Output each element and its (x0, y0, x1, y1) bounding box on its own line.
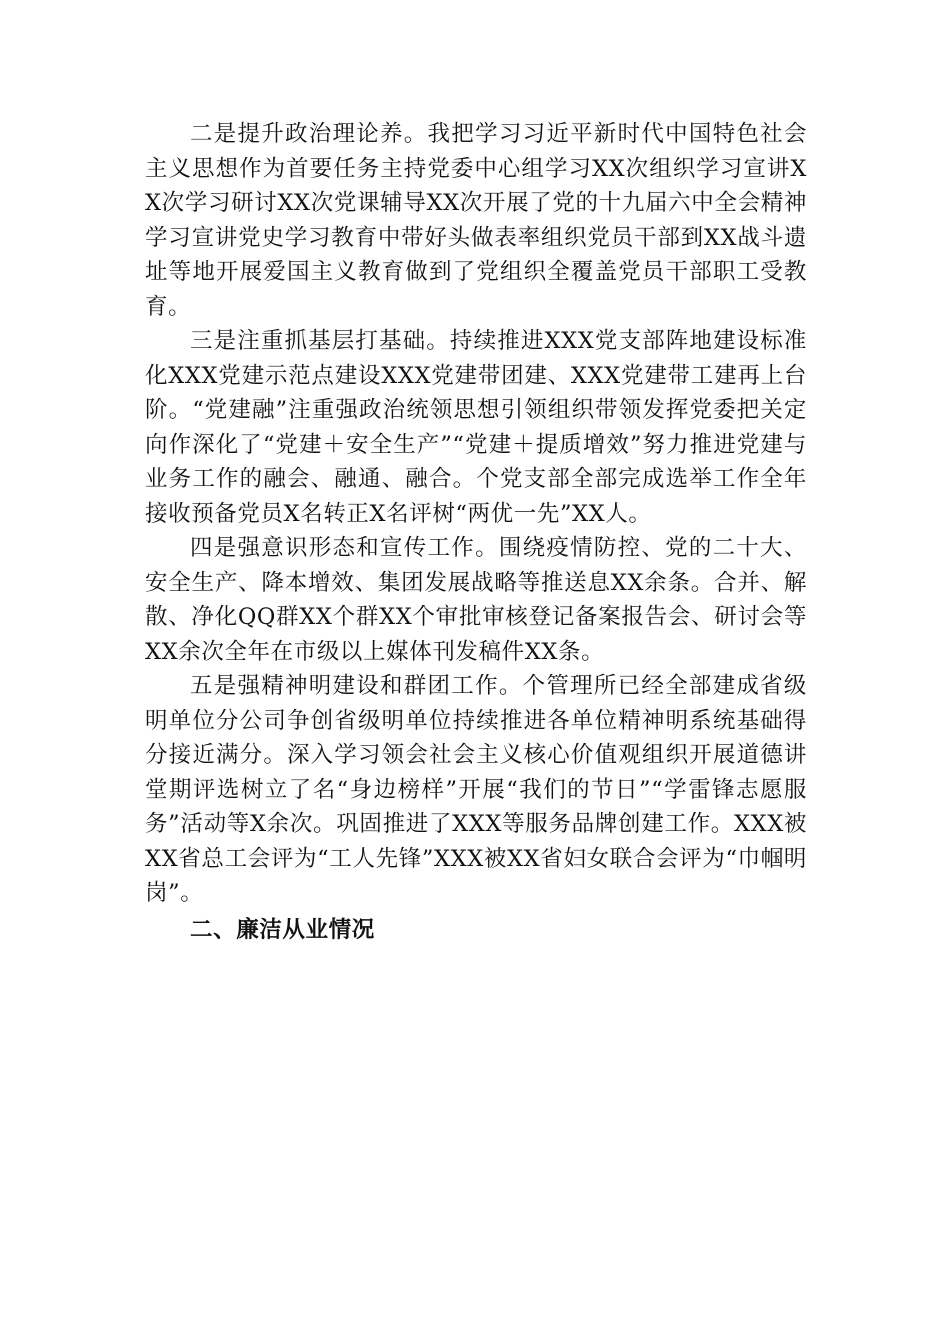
paragraph-grassroots: 三是注重抓基层打基础。持续推进XXX党支部阵地建设标准化XXX党建示范点建设XXX党建带团建、XXX党建带工建再上台阶。“党建融”注重强政治统领思想引领组织带领发挥党委把关定向作深化了“党建＋安全生产”“党建＋提质增效”努力推进党建与业务工作的融会、融通、融合。个党支部全部完成选举工作全年接收预备党员X名转正X名评树“两优一先”XX人。 (145, 328, 807, 527)
document-page (145, 117, 807, 947)
paragraph-political-theory: 二是提升政治理论养。我把学习习近平新时代中国特色社会主义思想作为首要任务主持党委中心组学习XX次组织学习宣讲XX次学习研讨XX次党课辅导XX次开展了党的十九届六中全会精神学习宣讲党史学习教育中带好头做表率组织党员干部到XX战斗遗址等地开展爱国主义教育做到了党组织全覆盖党员干部职工受教育。 (145, 121, 807, 320)
paragraph-civilization-groups: 五是强精神明建设和群团工作。个管理所已经全部建成省级明单位分公司争创省级明单位持续推进各单位精神明系统基础得分接近满分。深入学习领会社会主义核心价值观组织开展道德讲堂期评选树立了名“身边榜样”开展“我们的节日”“学雷锋志愿服务”活动等X余次。巩固推进了XXX等服务品牌创建工作。XXX被XX省总工会评为“工人先锋”XXX被XX省妇女联合会评为“巾帼明岗”。 (145, 673, 807, 906)
paragraph-ideology-publicity: 四是强意识形态和宣传工作。围绕疫情防控、党的二十大、安全生产、降本增效、集团发展战略等推送息XX余条。合并、解散、净化QQ群XX个群XX个审批审核登记备案报告会、研讨会等XX余次全年在市级以上媒体刊发稿件XX条。 (145, 535, 807, 665)
section-heading: 二、廉洁从业情况 (190, 916, 375, 943)
